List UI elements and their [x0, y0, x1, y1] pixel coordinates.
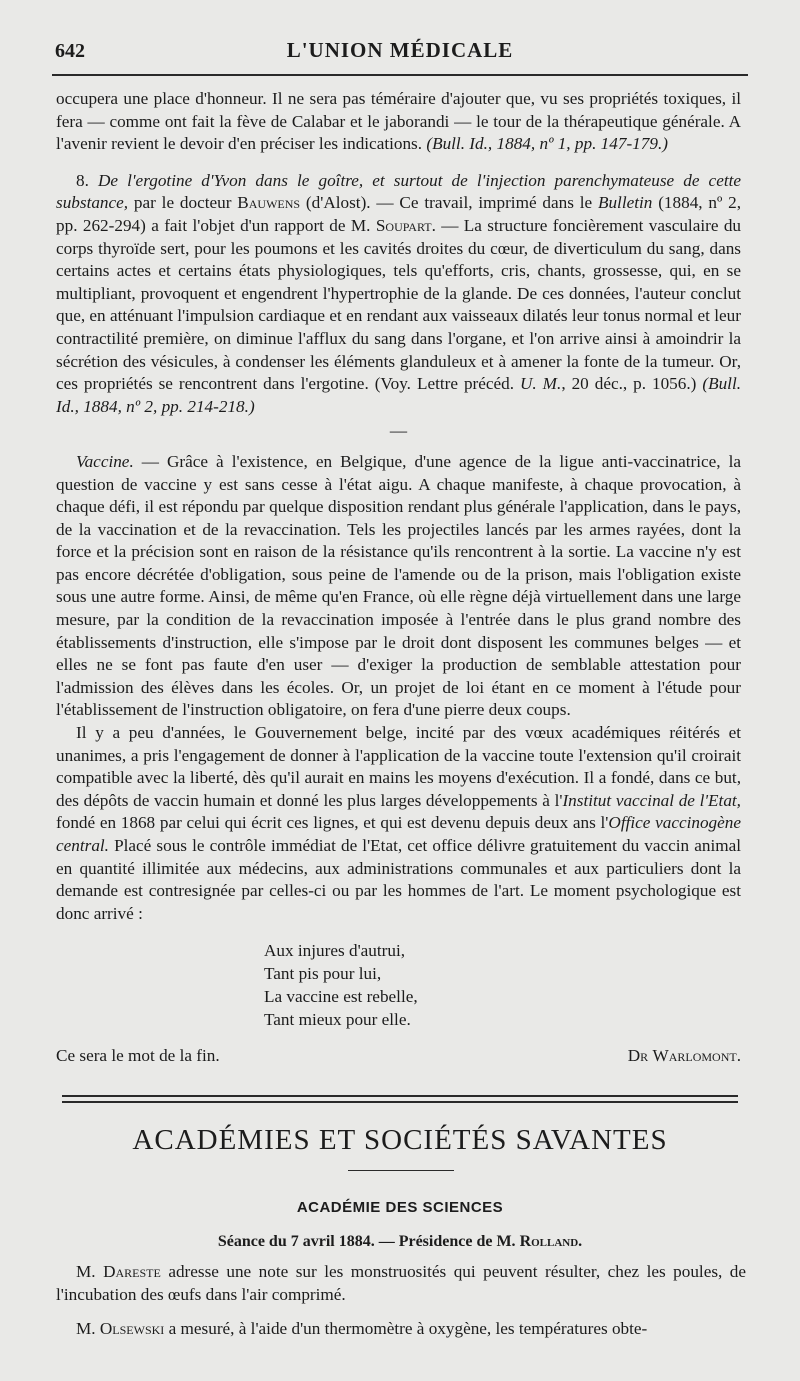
bulletin-reference: (Bull. Id., 1884, nº 1, pp. 147-179.): [426, 134, 668, 154]
member-name: Olsewski: [99, 1319, 165, 1339]
paragraph-calabar: occupera une place d'honneur. Il ne sera pas téméraire d'ajouter que, vu ses propriétés toxiques, il fera — comme ont fait la fève de Calabar et le jaborandi — le tour de la thérapeutique générale. A l'avenir revient le devoir d'en préciser les indications. (Bull. Id., 1884, nº 1, pp. 147-179.): [56, 89, 741, 154]
closing-text: Ce sera le mot de la fin.: [56, 1046, 220, 1066]
ergotine-title: De l'ergotine d'Yvon dans le goître, et surtout de l'injection parenchymateuse de cette substance,: [56, 170, 741, 213]
poem: [264, 939, 741, 1031]
member-name: Dareste: [103, 1262, 161, 1281]
poem-line: Tant mieux pour elle.: [264, 1010, 411, 1030]
page-number: 642: [55, 40, 85, 62]
academy-heading: ACADÉMIE DES SCIENCES: [296, 1199, 504, 1216]
section-rule: [348, 1170, 454, 1171]
paragraph-ergotine: 8. De l'ergotine d'Yvon dans le goître, et surtout de l'injection parenchymateuse de cette substance, par le docteur Bauwens (d'Alost). — Ce travail, imprimé dans le Bulletin (1884, nº 2, pp. 262-294) a fait l'objet d'un rapport de M. Soupart. — La structure foncièrement vasculaire du corps thyroïde sert, pour les poumons et les cavités droites du cœur, de diverticulum du sang, dans certains actes et certains états physiologiques, tels qu'efforts, cris, chants, grossesse, qui, en se multipliant, provoquent et engendrent l'hypertrophie de la glande. De ces données, l'auteur conclut que, en atténuant l'impulsion cardiaque et en rendant aux vaisseaux dilatés leur tonus normal et leur contractilité première, on diminue l'afflux du sang dans l'organe, et l'on arrive ainsi à amoindrir la sécrétion des vésicules, à condenser les éléments glanduleux et à amener la fonte de la tumeur. Or, ces propriétés se rencontrent dans l'ergotine. (Voy. Lettre précéd. U. M., 20 déc., p. 1056.) (Bull. Id., 1884, nº 2, pp. 214-218.): [56, 170, 742, 416]
minute-olsewski: M. Olsewski a mesuré, à l'aide d'un thermomètre à oxygène, les températures obte-: [76, 1319, 648, 1339]
header-rule: [52, 74, 748, 76]
paragraph-vaccine: Vaccine. — Grâce à l'existence, en Belgique, d'une agence de la ligue anti-vaccinatrice, la question de vaccine y est sans cesse à l'état aigu. A chaque manifeste, à chaque provocation, à chaque défi, il est répondu par quelque disposition rendant plus générale l'application, dans le pays, de la vaccination et de la revaccination. Tels les projectiles lancés par les armes rayées, dont la force et la précision sont en raison de la résistance qu'ils rencontrent à la sortie. La vaccine n'y est pas encore décrétée d'obligation, sous peine de l'amende ou de la prison, mais l'obligation existe sous une autre forme. Ainsi, de même qu'en France, où elle règne déjà virtuellement dans une large mesure, par la condition de la revaccination imposée à l'entrée dans le plus grand nombre des établissements d'instruction, elle s'impose par le droit dont disposent les communes belges — et elles ne se font pas faute d'en user — d'exiger la production de semblable attestation pour l'admission des élèves dans les écoles. Or, un projet de loi étant en ce moment à l'étude pour l'établissement de l'instruction obligatoire, on fera d'une pierre deux coups.: [56, 451, 741, 720]
author-name: Bauwens: [237, 193, 301, 213]
vaccine-label: Vaccine.: [76, 451, 134, 471]
poem-line: Tant pis pour lui,: [264, 964, 382, 984]
article-body: [56, 88, 741, 1068]
signature: Dr Warlomont.: [627, 1046, 741, 1066]
paragraph-government: Il y a peu d'années, le Gouvernement belge, incité par des vœux académiques réitérés et unanimes, a pris l'engagement de donner à l'application de la vaccine toute l'extension qu'il croirait compatible avec la liberté, dès qu'il aurait en mains les moyens d'exécution. Il a fondé, dans ce but, des dépôts de vaccin humain et donné les plus larges développements à l'Institut vaccinal de l'Etat, fondé en 1868 par celui qui écrit ces lignes, et qui est devenu depuis deux ans l'Office vaccinogène central. Placé sous le contrôle immédiat de l'Etat, cet office délivre gratuitement du vaccin animal en quantité illimitée aux médecins, aux administrations communales et aux particuliers dont la demande est contresignée par celles-ci ou par les hommes de l'art. Le moment psychologique est donc arrivé :: [56, 723, 742, 923]
poem-line: La vaccine est rebelle,: [264, 987, 418, 1007]
double-rule: [62, 1095, 738, 1103]
bulletin-reference: (Bull. Id., 1884, nº 2, pp. 214-218.): [56, 374, 742, 416]
minutes: [56, 1261, 746, 1341]
section-title: ACADÉMIES ET SOCIÉTÉS SAVANTES: [132, 1124, 668, 1156]
president-name: Rolland.: [519, 1233, 583, 1250]
rapporteur-name: Soupart: [375, 215, 432, 235]
closing-line: [56, 1045, 741, 1068]
minute-dareste: M. Dareste adresse une note sur les monstruosités qui peuvent résulter, chez les poules, de l'incubation des œufs dans l'air comprimé.: [56, 1262, 747, 1304]
section-separator: —: [389, 421, 408, 441]
seance-line: Séance du 7 avril 1884. — Présidence de M. Rolland.: [217, 1233, 583, 1250]
page-header: [52, 38, 748, 78]
poem-line: Aux injures d'autrui,: [264, 941, 406, 961]
journal-title: L'UNION MÉDICALE: [286, 38, 514, 62]
